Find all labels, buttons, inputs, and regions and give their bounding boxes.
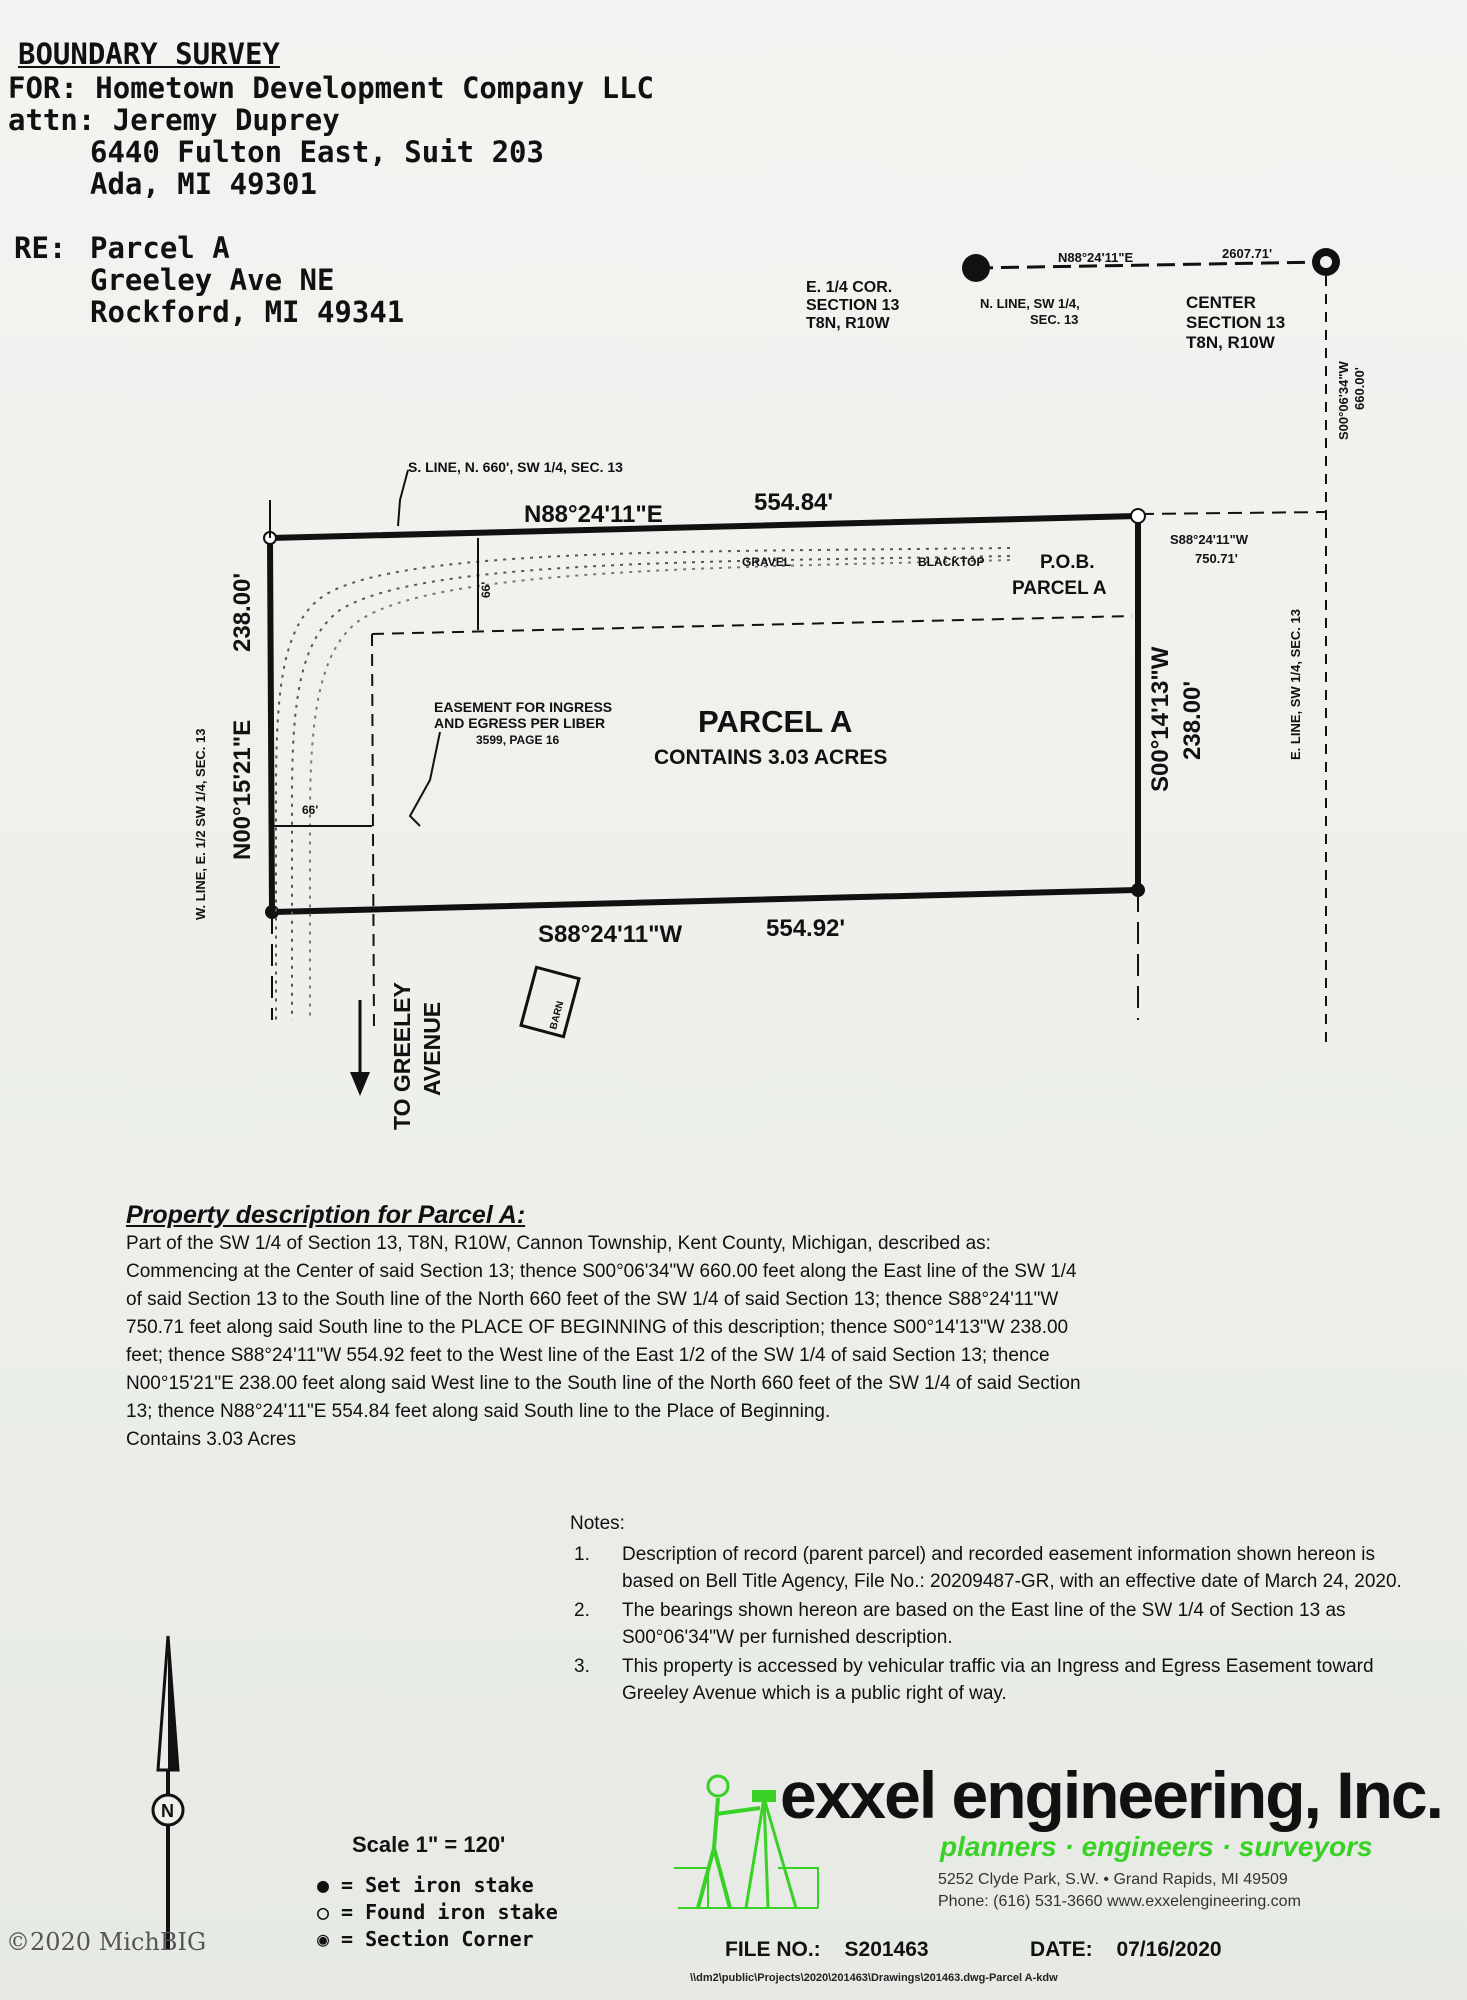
barn-label: BARN bbox=[548, 1000, 567, 1031]
gravel-drive-edge bbox=[310, 560, 1010, 1020]
s-line-label: S. LINE, N. 660', SW 1/4, SEC. 13 bbox=[408, 459, 623, 475]
parcel-area: CONTAINS 3.03 ACRES bbox=[654, 746, 888, 769]
easement-label-3: 3599, PAGE 16 bbox=[476, 733, 560, 747]
e-line-label: E. LINE, SW 1/4, SEC. 13 bbox=[1288, 609, 1303, 760]
center-label-2: SECTION 13 bbox=[1186, 313, 1286, 332]
survey-notes bbox=[570, 1510, 1430, 1709]
client-line: FOR: Hometown Development Company LLC bbox=[8, 71, 655, 105]
legend-row bbox=[305, 1899, 558, 1926]
to-greeley-1: TO GREELEY bbox=[389, 982, 415, 1130]
client-address-2: Ada, MI 49301 bbox=[90, 167, 317, 201]
found-iron-stake-icon: ○ bbox=[316, 1900, 330, 1924]
right-distance-label: 660.00' bbox=[1352, 367, 1367, 410]
n-line-label-2: SEC. 13 bbox=[1030, 312, 1079, 327]
easement-west-edge bbox=[372, 634, 374, 1030]
drawing-path: \\dm2\public\Projects\2020\201463\Drawings\201463.dwg-Parcel A-kdw bbox=[690, 1972, 1058, 1984]
description-line: Contains 3.03 Acres bbox=[126, 1429, 297, 1450]
file-number bbox=[725, 1938, 929, 1962]
blacktop-label: BLACKTOP bbox=[918, 555, 985, 569]
easement-width-north-label: 66' bbox=[479, 581, 493, 598]
n-line-label-1: N. LINE, SW 1/4, bbox=[980, 296, 1080, 311]
re-line-2: Greeley Ave NE bbox=[90, 263, 335, 297]
south-distance-label: 554.92' bbox=[766, 915, 846, 942]
description-line: feet; thence S88°24'11"W 554.92 feet to the West line of the East 1/2 of the SW 1/4 of said Section 13; thence bbox=[126, 1345, 1050, 1366]
gravel-drive-inner bbox=[292, 556, 1010, 1020]
s-line-leader bbox=[398, 470, 408, 526]
legend-section-corner: = Section Corner bbox=[341, 1927, 534, 1951]
scale-label: Scale 1" = 120' bbox=[352, 1832, 506, 1857]
set-iron-stake-icon: ● bbox=[316, 1873, 330, 1897]
client-address-1: 6440 Fulton East, Suit 203 bbox=[90, 135, 544, 169]
section-corner-center-inner bbox=[1320, 256, 1332, 268]
date-value: 07/16/2020 bbox=[1116, 1938, 1222, 1961]
east-bearing-label: S00°14'13"W bbox=[1147, 646, 1174, 792]
top-bearing-label: N88°24'11"E bbox=[1058, 250, 1134, 265]
re-label: RE: bbox=[14, 231, 67, 265]
easement-label-2: AND EGRESS PER LIBER bbox=[434, 715, 606, 731]
note-item bbox=[570, 1653, 1430, 1707]
legend-row bbox=[305, 1872, 558, 1899]
note-number: 3. bbox=[574, 1656, 590, 1677]
re-line-1: Parcel A bbox=[90, 231, 230, 265]
company-tagline: planners · engineers · surveyors bbox=[940, 1831, 1373, 1862]
description-line: 750.71 feet along said South line to the PLACE OF BEGINNING of this description; thence S00°14'13"W 238.00 bbox=[126, 1317, 1069, 1338]
company-address: 5252 Clyde Park, S.W. • Grand Rapids, MI 49509 bbox=[938, 1871, 1288, 1888]
right-bearing-label: S00°06'34"W bbox=[1336, 361, 1351, 440]
west-bearing-label: N00°15'21"E bbox=[229, 719, 256, 860]
copyright-watermark: ©2020 MichBIG bbox=[6, 1928, 207, 1956]
gravel-drive-outer bbox=[276, 548, 1010, 1020]
description-line: 13; thence N88°24'11"E 554.84 feet along said South line to the Place of Beginning. bbox=[126, 1401, 831, 1422]
notes-heading: Notes: bbox=[570, 1513, 625, 1534]
description-line: Part of the SW 1/4 of Section 13, T8N, R10W, Cannon Township, Kent County, Michigan, described as: bbox=[126, 1233, 991, 1254]
legend-row bbox=[305, 1926, 558, 1953]
south-bearing-label: S88°24'11"W bbox=[538, 921, 683, 948]
legend bbox=[305, 1872, 558, 1953]
note-item bbox=[570, 1597, 1430, 1651]
pob-tie-line bbox=[1140, 512, 1326, 514]
survey-title: BOUNDARY SURVEY bbox=[18, 37, 280, 71]
note-number: 1. bbox=[574, 1544, 590, 1565]
to-greeley-2: AVENUE bbox=[419, 1001, 445, 1096]
w-line-label: W. LINE, E. 1/2 SW 1/4, SEC. 13 bbox=[193, 728, 208, 920]
center-label-3: T8N, R10W bbox=[1186, 333, 1275, 352]
easement-north-edge bbox=[372, 616, 1132, 634]
re-line-3: Rockford, MI 49341 bbox=[90, 295, 405, 329]
legend-set-stake: = Set iron stake bbox=[341, 1873, 534, 1897]
e-quarter-cor-2: SECTION 13 bbox=[806, 297, 900, 314]
section-corner-east bbox=[962, 254, 990, 282]
pob-label-2: PARCEL A bbox=[1012, 578, 1107, 599]
property-description bbox=[126, 1200, 1306, 1454]
attn-line: attn: Jeremy Duprey bbox=[8, 103, 340, 137]
parcel-name: PARCEL A bbox=[698, 704, 853, 739]
north-distance-label: 554.84' bbox=[754, 489, 834, 516]
description-line: N00°15'21"E 238.00 feet along said West line to the South line of the North 660 feet of the SW 1/4 of said Section bbox=[126, 1373, 1081, 1394]
description-line: Commencing at the Center of said Section 13; thence S00°06'34"W 660.00 feet along the East line of the SW 1/4 bbox=[126, 1261, 1077, 1282]
e-quarter-cor-3: T8N, R10W bbox=[806, 315, 890, 332]
easement-leader bbox=[410, 732, 440, 826]
pob-bearing-label: S88°24'11"W bbox=[1170, 532, 1249, 547]
note-text: The bearings shown hereon are based on the East line of the SW 1/4 of Section 13 as S00°06'34"W per furnished description. bbox=[622, 1600, 1346, 1648]
legend-found-stake: = Found iron stake bbox=[341, 1900, 558, 1924]
description-line: of said Section 13 to the South line of the North 660 feet of the SW 1/4 of said Section 13; thence S88°24'11"W bbox=[126, 1289, 1059, 1310]
greeley-arrow-head bbox=[350, 1072, 370, 1096]
note-number: 2. bbox=[574, 1600, 590, 1621]
note-item bbox=[570, 1541, 1430, 1595]
description-heading: Property description for Parcel A: bbox=[126, 1201, 526, 1229]
easement-width-west-label: 66' bbox=[302, 803, 319, 817]
section-corner-icon: ◉ bbox=[316, 1927, 330, 1951]
pob-distance-label: 750.71' bbox=[1195, 551, 1238, 566]
survey-date bbox=[1030, 1938, 1222, 1962]
east-distance-label: 238.00' bbox=[1179, 680, 1206, 760]
gravel-label: GRAVEL bbox=[742, 555, 792, 569]
file-number-value: S201463 bbox=[844, 1938, 929, 1961]
company-phone: Phone: (616) 531-3660 www.exxelengineering.com bbox=[938, 1893, 1301, 1910]
found-iron-ne bbox=[1131, 509, 1145, 523]
company-name: exxel engineering, Inc. bbox=[780, 1758, 1442, 1832]
top-distance-label: 2607.71' bbox=[1222, 246, 1273, 261]
north-section-line bbox=[975, 262, 1325, 268]
north-letter: N bbox=[161, 1801, 174, 1821]
note-text: Description of record (parent parcel) and recorded easement information shown hereon is based on Bell Title Agency, File No.: 20209487-GR, with an effective date of March 24, 2020. bbox=[622, 1544, 1402, 1592]
note-text: This property is accessed by vehicular traffic via an Ingress and Egress Easement toward Greeley Avenue which is a public right of way. bbox=[622, 1656, 1374, 1704]
west-distance-label: 238.00' bbox=[229, 572, 256, 652]
file-number-label: FILE NO.: bbox=[725, 1938, 821, 1961]
north-bearing-label: N88°24'11"E bbox=[524, 501, 663, 528]
center-label-1: CENTER bbox=[1186, 293, 1256, 312]
date-label: DATE: bbox=[1030, 1938, 1093, 1961]
e-quarter-cor-1: E. 1/4 COR. bbox=[806, 279, 893, 296]
easement-label-1: EASEMENT FOR INGRESS bbox=[434, 699, 613, 715]
north-arrow bbox=[128, 1630, 208, 1960]
pob-label-1: P.O.B. bbox=[1040, 552, 1095, 573]
